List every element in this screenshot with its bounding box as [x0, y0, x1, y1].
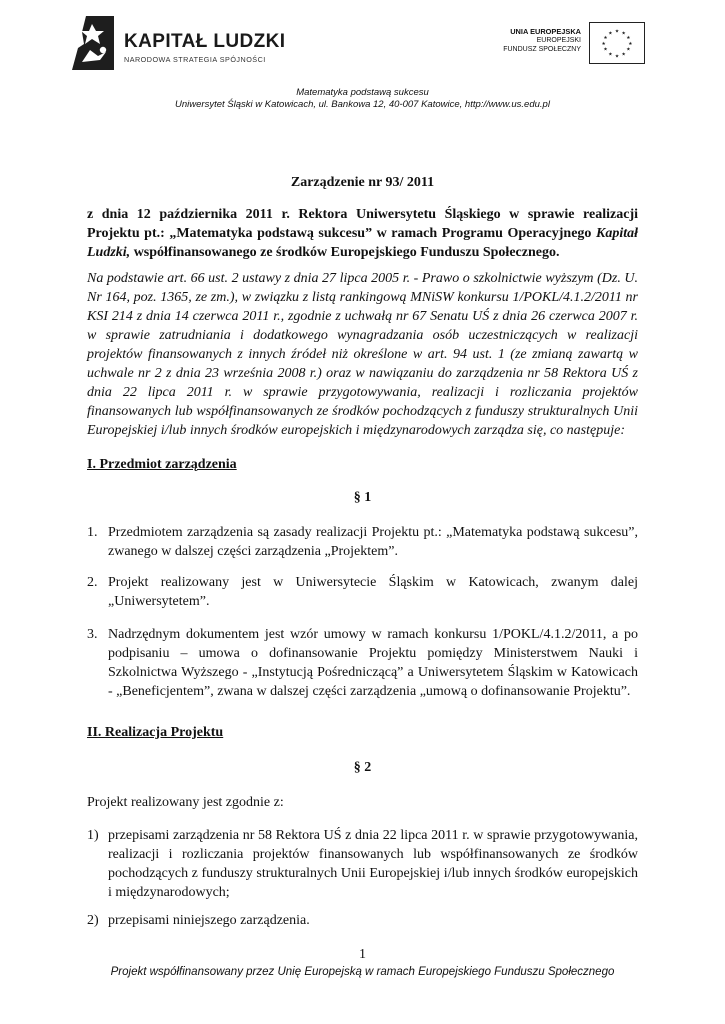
section2-lead: Projekt realizowany jest zgodnie z:: [87, 795, 284, 810]
svg-text:★: ★: [626, 47, 631, 53]
svg-text:★: ★: [608, 52, 613, 58]
page-number: 1: [359, 947, 366, 962]
svg-text:★: ★: [603, 47, 608, 53]
list-item-text: przepisami zarządzenia nr 58 Rektora UŚ z dnia 22 lipca 2011 r. w sprawie przygotowywania, realizacji i rozliczania projektów finansowanych lub współfinansowanych ze środków pochodzących z funduszy strukturalnych Unii Europejskiej i/lub innych środków europejskich i międzynarodowych;: [108, 828, 638, 900]
kapital-ludzki-logo: [70, 14, 286, 72]
project-name-header: Matematyka podstawą sukcesu: [296, 87, 429, 98]
svg-text:★: ★: [628, 41, 633, 47]
list-item-number: 1): [87, 828, 99, 843]
section1-paragraph-sign: § 1: [353, 490, 372, 505]
list-item-number: 1.: [87, 525, 98, 540]
intro-program-name: Kapitał Ludzki,: [87, 226, 638, 260]
document-intro: [87, 205, 638, 262]
list-item-number: 2.: [87, 575, 98, 590]
eu-logo-line2: EUROPEJSKI: [536, 37, 581, 44]
list-item-number: 3.: [87, 627, 98, 642]
list-item-text: Projekt realizowany jest w Uniwersytecie Śląskim w Katowicach, zwanym dalej „Uniwersytetem”.: [108, 575, 638, 609]
section1-heading: I. Przedmiot zarządzenia: [87, 457, 237, 472]
svg-text:★: ★: [608, 31, 613, 37]
eu-flag-icon: [589, 22, 645, 64]
eu-logo: [500, 22, 645, 66]
kapital-ludzki-title: KAPITAŁ LUDZKI: [124, 31, 286, 52]
list-item-text: Nadrzędnym dokumentem jest wzór umowy w ramach konkursu 1/POKL/4.1.2/2011, a po podpisaniu – umowa o dofinansowanie Projektu pomiędzy Ministerstwem Nauki i Szkolnictwa Wyższego - „Instytucją Pośredniczącą” a Uniwersytetem Śląskim w Katowicach - „Beneficjentem”, zwana w dalszej części zarządzenia „umową o dofinansowanie Projektu”.: [108, 627, 638, 699]
eu-logo-line3: FUNDUSZ SPOŁECZNY: [503, 46, 581, 53]
section2-paragraph-sign: § 2: [353, 760, 372, 775]
legal-basis-paragraph: Na podstawie art. 66 ust. 2 ustawy z dnia 27 lipca 2005 r. - Prawo o szkolnictwie wyższym (Dz. U. Nr 164, poz. 1365, ze zm.), w związku z listą rankingową MNiSW konkursu 1/POKL/4.1.2/2011 nr KSI 214 z dnia 14 czerwca 2011 r., zgodnie z uchwałą nr 67 Senatu UŚ z dnia 26 czerwca 2007 r. w sprawie zatrudniania i dodatkowego wynagradzania osób uczestniczących w realizacji projektów finansowanych z innych źródeł niż określone w art. 94 ust. 1 (ze zmianą zawartą w uchwale nr 2 z dnia 23 września 2008 r.) oraz w nawiązaniu do zarządzenia nr 58 Rektora UŚ z dnia 22 lipca 2011 r. w sprawie przygotowywania, realizacji i rozliczania projektów finansowanych lub współfinansowanych ze środków pochodzących z funduszy strukturalnych Unii Europejskiej i/lub innych środków europejskich i międzynarodowych zarządza się, co następuje:: [87, 271, 638, 438]
svg-text:★: ★: [621, 31, 626, 37]
footer-text: Projekt współfinansowany przez Unię Europejską w ramach Europejskiego Funduszu Społecznego: [110, 966, 615, 978]
list-item: [87, 625, 638, 701]
svg-text:★: ★: [601, 41, 606, 47]
intro-text-end: współfinansowanego ze środków Europejskiego Funduszu Społecznego.: [133, 245, 560, 260]
list-item-number: 2): [87, 913, 99, 928]
svg-text:★: ★: [603, 36, 608, 42]
kapital-ludzki-emblem-icon: [70, 14, 116, 70]
document-title: Zarządzenie nr 93/ 2011: [290, 175, 435, 190]
kapital-ludzki-subtitle: NARODOWA STRATEGIA SPÓJNOŚCI: [124, 55, 266, 64]
list-item: [87, 911, 638, 930]
eu-logo-text: [503, 27, 581, 54]
section2-heading: II. Realizacja Projektu: [87, 725, 224, 740]
svg-text:★: ★: [614, 54, 620, 60]
intro-text: z dnia 12 października 2011 r. Rektora Uniwersytetu Śląskiego w sprawie realizacji Projektu pt.: „Matematyka podstawą sukcesu” w ramach Programu Operacyjnego: [87, 207, 638, 241]
list-item: [87, 826, 638, 902]
svg-text:★: ★: [614, 29, 620, 35]
svg-text:★: ★: [626, 36, 631, 42]
list-item: [87, 523, 638, 561]
eu-logo-line1: UNIA EUROPEJSKA: [510, 27, 581, 36]
svg-text:★: ★: [621, 52, 626, 58]
university-address-header: Uniwersytet Śląski w Katowicach, ul. Bankowa 12, 40-007 Katowice, http://www.us.edu.pl: [175, 99, 550, 110]
list-item-text: Przedmiotem zarządzenia są zasady realizacji Projektu pt.: „Matematyka podstawą sukcesu”, zwanego w dalszej części zarządzenia „Projektem”.: [108, 525, 638, 559]
list-item: [87, 573, 638, 611]
list-item-text: przepisami niniejszego zarządzenia.: [108, 913, 310, 928]
